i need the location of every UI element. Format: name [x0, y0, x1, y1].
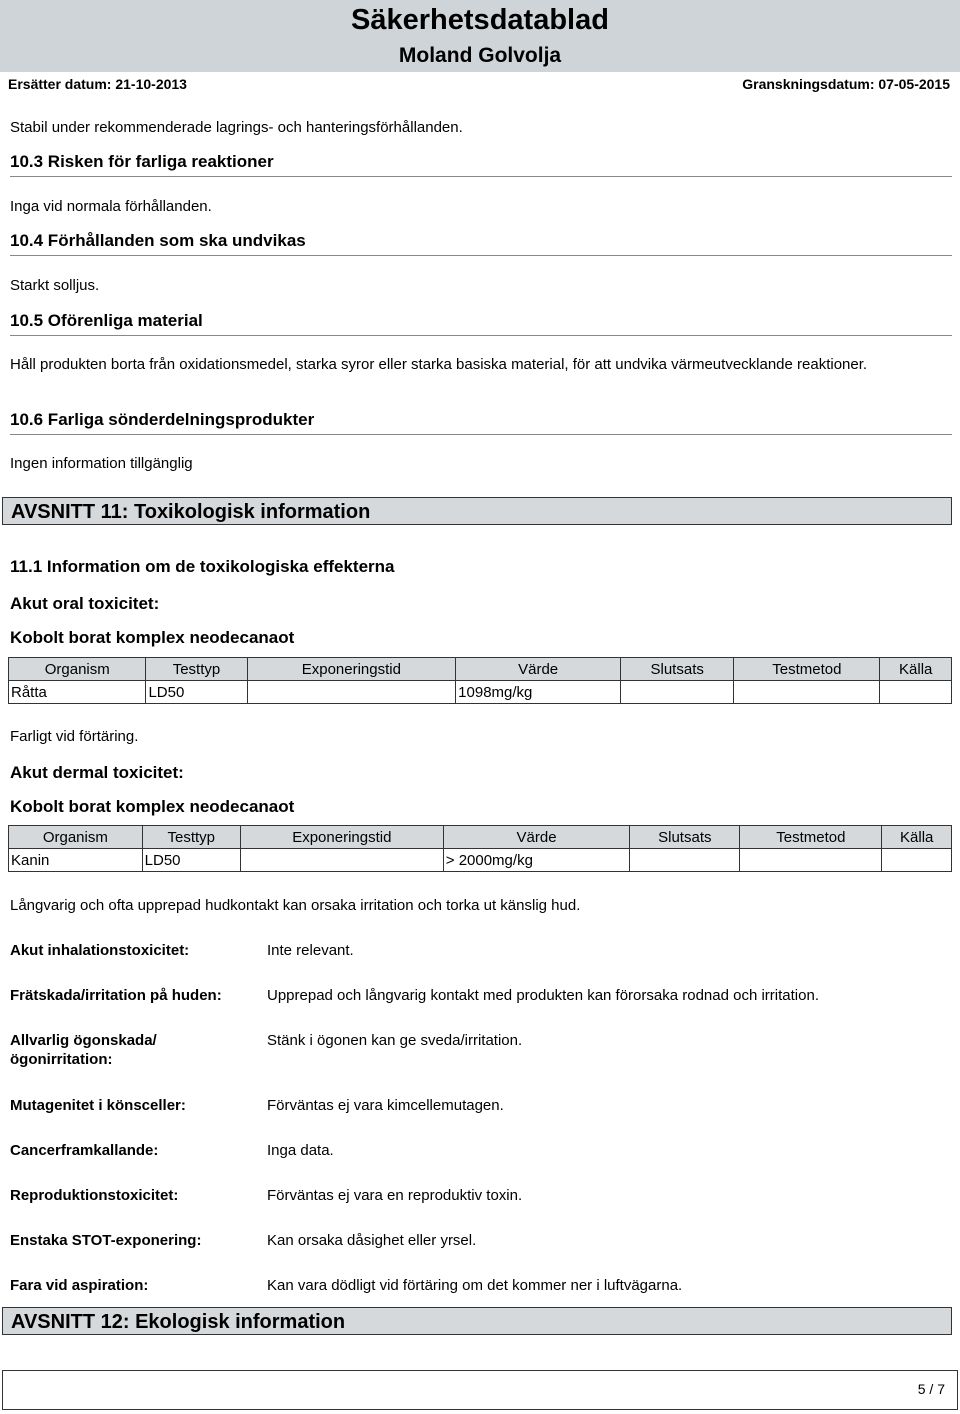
oral-toxicity-title: Akut oral toxicitet: — [10, 594, 160, 613]
heading-10-3: 10.3 Risken för farliga reaktioner — [10, 152, 952, 177]
table-cell: LD50 — [146, 681, 247, 704]
table-cell: 1098mg/kg — [456, 681, 621, 704]
table-cell — [882, 849, 952, 872]
product-name: Moland Golvolja — [398, 44, 562, 67]
page-number: 5 / 7 — [917, 1381, 945, 1397]
table-cell: Kanin — [9, 849, 143, 872]
table-cell — [740, 849, 882, 872]
heading-10-4: 10.4 Förhållanden som ska undvikas — [10, 231, 952, 256]
text-10-4: Starkt solljus. — [10, 277, 100, 294]
prop-value-eye: Stänk i ögonen kan ge sveda/irritation. — [267, 1032, 523, 1049]
col-header: Testtyp — [146, 658, 247, 681]
prop-value-stot: Kan orsaka dåsighet eller yrsel. — [267, 1232, 477, 1249]
col-header: Exponeringstid — [240, 826, 443, 849]
review-date: Granskningsdatum: 07-05-2015 — [742, 76, 950, 92]
heading-10-5: 10.5 Oförenliga material — [10, 311, 952, 336]
heading-11-1: 11.1 Information om de toxikologiska effekterna — [10, 557, 395, 576]
table-cell — [630, 849, 740, 872]
heading-10-6: 10.6 Farliga sönderdelningsprodukter — [10, 410, 952, 435]
table-cell: LD50 — [142, 849, 240, 872]
document-title: Säkerhetsdatablad — [351, 4, 609, 36]
col-header: Källa — [880, 658, 952, 681]
text-10-3: Inga vid normala förhållanden. — [10, 198, 212, 215]
table-row — [9, 681, 952, 704]
page-footer — [2, 1370, 958, 1410]
prop-label-inhalation: Akut inhalationstoxicitet: — [10, 942, 190, 959]
oral-note: Farligt vid förtäring. — [10, 728, 139, 745]
replaces-date: Ersätter datum: 21-10-2013 — [8, 76, 187, 92]
prop-value-reproductive: Förväntas ej vara en reproduktiv toxin. — [267, 1187, 523, 1204]
page-header — [0, 0, 960, 72]
prop-label-skin: Frätskada/irritation på huden: — [10, 987, 222, 1004]
dermal-toxicity-title: Akut dermal toxicitet: — [10, 763, 184, 782]
prop-label-aspiration: Fara vid aspiration: — [10, 1277, 149, 1294]
prop-label-mutagenicity: Mutagenitet i könsceller: — [10, 1097, 186, 1114]
col-header: Testtyp — [142, 826, 240, 849]
prop-value-mutagenicity: Förväntas ej vara kimcellemutagen. — [267, 1097, 504, 1114]
text-10-5: Håll produkten borta från oxidationsmedel, starka syror eller starka basiska material, för att undvika värmeutvecklande reaktioner. — [10, 356, 868, 373]
col-header: Testmetod — [740, 826, 882, 849]
prop-value-carcinogenicity: Inga data. — [267, 1142, 334, 1159]
prop-label-carcinogenicity: Cancerframkallande: — [10, 1142, 159, 1159]
col-header: Exponeringstid — [247, 658, 456, 681]
dermal-substance: Kobolt borat komplex neodecanaot — [10, 797, 295, 816]
table-cell — [240, 849, 443, 872]
col-header: Organism — [9, 658, 146, 681]
dermal-note: Långvarig och ofta upprepad hudkontakt kan orsaka irritation och torka ut känslig hud. — [10, 897, 581, 914]
col-header: Slutsats — [621, 658, 734, 681]
col-header: Källa — [882, 826, 952, 849]
oral-substance: Kobolt borat komplex neodecanaot — [10, 628, 295, 647]
col-header: Organism — [9, 826, 143, 849]
col-header: Värde — [443, 826, 630, 849]
col-header: Slutsats — [630, 826, 740, 849]
table-cell — [734, 681, 880, 704]
table-header-row — [9, 826, 952, 849]
section-11-heading: AVSNITT 11: Toxikologisk information — [2, 497, 952, 525]
text-10-6: Ingen information tillgänglig — [10, 455, 193, 472]
table-cell — [621, 681, 734, 704]
prop-value-aspiration: Kan vara dödligt vid förtäring om det kommer ner i luftvägarna. — [267, 1277, 683, 1294]
oral-toxicity-table — [8, 657, 952, 704]
col-header: Testmetod — [734, 658, 880, 681]
table-header-row — [9, 658, 952, 681]
dermal-toxicity-table — [8, 825, 952, 872]
prop-value-inhalation: Inte relevant. — [267, 942, 354, 959]
col-header: Värde — [456, 658, 621, 681]
prop-value-skin: Upprepad och långvarig kontakt med produkten kan förorsaka rodnad och irritation. — [267, 987, 819, 1004]
section-12-heading: AVSNITT 12: Ekologisk information — [2, 1307, 952, 1335]
table-cell — [880, 681, 952, 704]
table-cell — [247, 681, 456, 704]
table-cell: Råtta — [9, 681, 146, 704]
prop-label-eye: Allvarlig ögonskada/ögonirritation: — [10, 1032, 157, 1068]
prop-label-stot: Enstaka STOT-exponering: — [10, 1232, 202, 1249]
table-cell: > 2000mg/kg — [443, 849, 630, 872]
stability-text: Stabil under rekommenderade lagrings- och hanteringsförhållanden. — [10, 119, 463, 136]
prop-label-reproductive: Reproduktionstoxicitet: — [10, 1187, 179, 1204]
table-row — [9, 849, 952, 872]
